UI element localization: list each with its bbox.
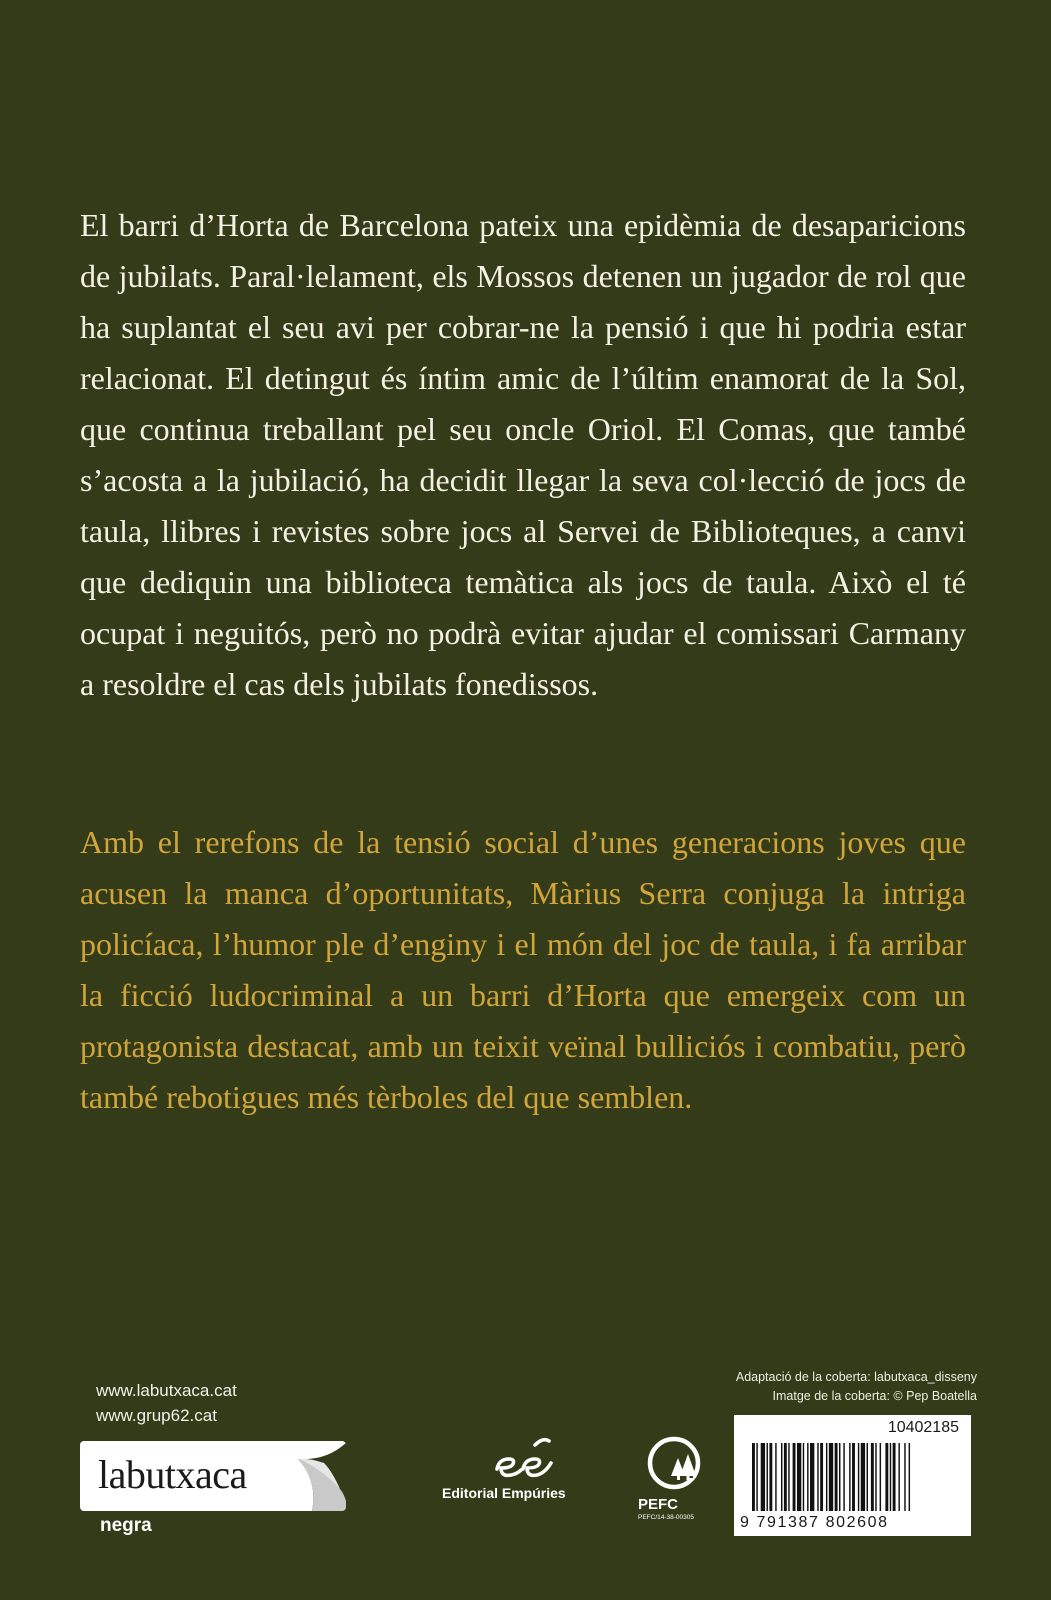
imprint-logo	[80, 1441, 346, 1511]
barcode-digits: 9 791387 802608	[740, 1514, 889, 1531]
website-grup62: www.grup62.cat	[96, 1406, 217, 1425]
page-curl-icon	[288, 1441, 346, 1511]
certification-name: PEFC	[638, 1496, 679, 1513]
synopsis-paragraph: El barri d’Horta de Barcelona pateix una epidèmia de desaparicions de jubilats. Paral·lelament, els Mossos detenen un jugador de rol que ha suplantat el seu avi per cobrar-ne la pensió i que hi podria estar relacionat. El detingut és íntim amic de l’últim enamorat de la Sol, que continua treballant pel seu oncle Oriol. El Comas, que també s’acosta a la jubilació, ha decidit llegar la seva col·lecció de jocs de taula, llibres i revistes sobre jocs al Servei de Biblioteques, a canvi que dediquin una biblioteca temàtica als jocs de taula. Això el té ocupat i neguitós, però no podrà evitar ajudar el comissari Carmany a resoldre el cas dels jubilats fonedissos.	[80, 207, 966, 702]
websites	[96, 1378, 237, 1428]
cover-adaptation-credit: Adaptació de la coberta: labutxaca_disseny	[735, 1370, 977, 1384]
cover-credits	[736, 1368, 977, 1406]
website-labutxaca: www.labutxaca.cat	[96, 1381, 237, 1400]
barcode-internal-code: 10402185	[887, 1419, 959, 1436]
certification-code: PEFC/14-38-00305	[638, 1514, 695, 1521]
imprint-series: negra	[100, 1515, 152, 1536]
ee-script-logo-icon	[487, 1433, 567, 1483]
blurb-paragraph: Amb el rerefons de la tensió social d’unes generacions joves que acusen la manca d’oportunitats, Màrius Serra conjuga la intriga policíaca, l’humor ple d’enginy i el món del joc de taula, i fa arribar la ficció ludocriminal a un barri d’Horta que emergeix com un protagonista destacat, amb un teixit veïnal bulliciós i combatiu, però també rebotigues més tèrboles del que semblen.	[80, 824, 966, 1115]
barcode-label	[734, 1415, 971, 1536]
publisher-name: Editorial Empúries	[442, 1485, 566, 1501]
publisher-logo	[442, 1433, 602, 1501]
cover-image-credit: Imatge de la coberta: © Pep Boatella	[772, 1389, 977, 1403]
pefc-tree-logo-icon	[645, 1436, 703, 1490]
imprint-name: labutxaca	[98, 1452, 247, 1497]
certification-logo	[638, 1436, 710, 1521]
barcode-icon	[752, 1443, 958, 1511]
